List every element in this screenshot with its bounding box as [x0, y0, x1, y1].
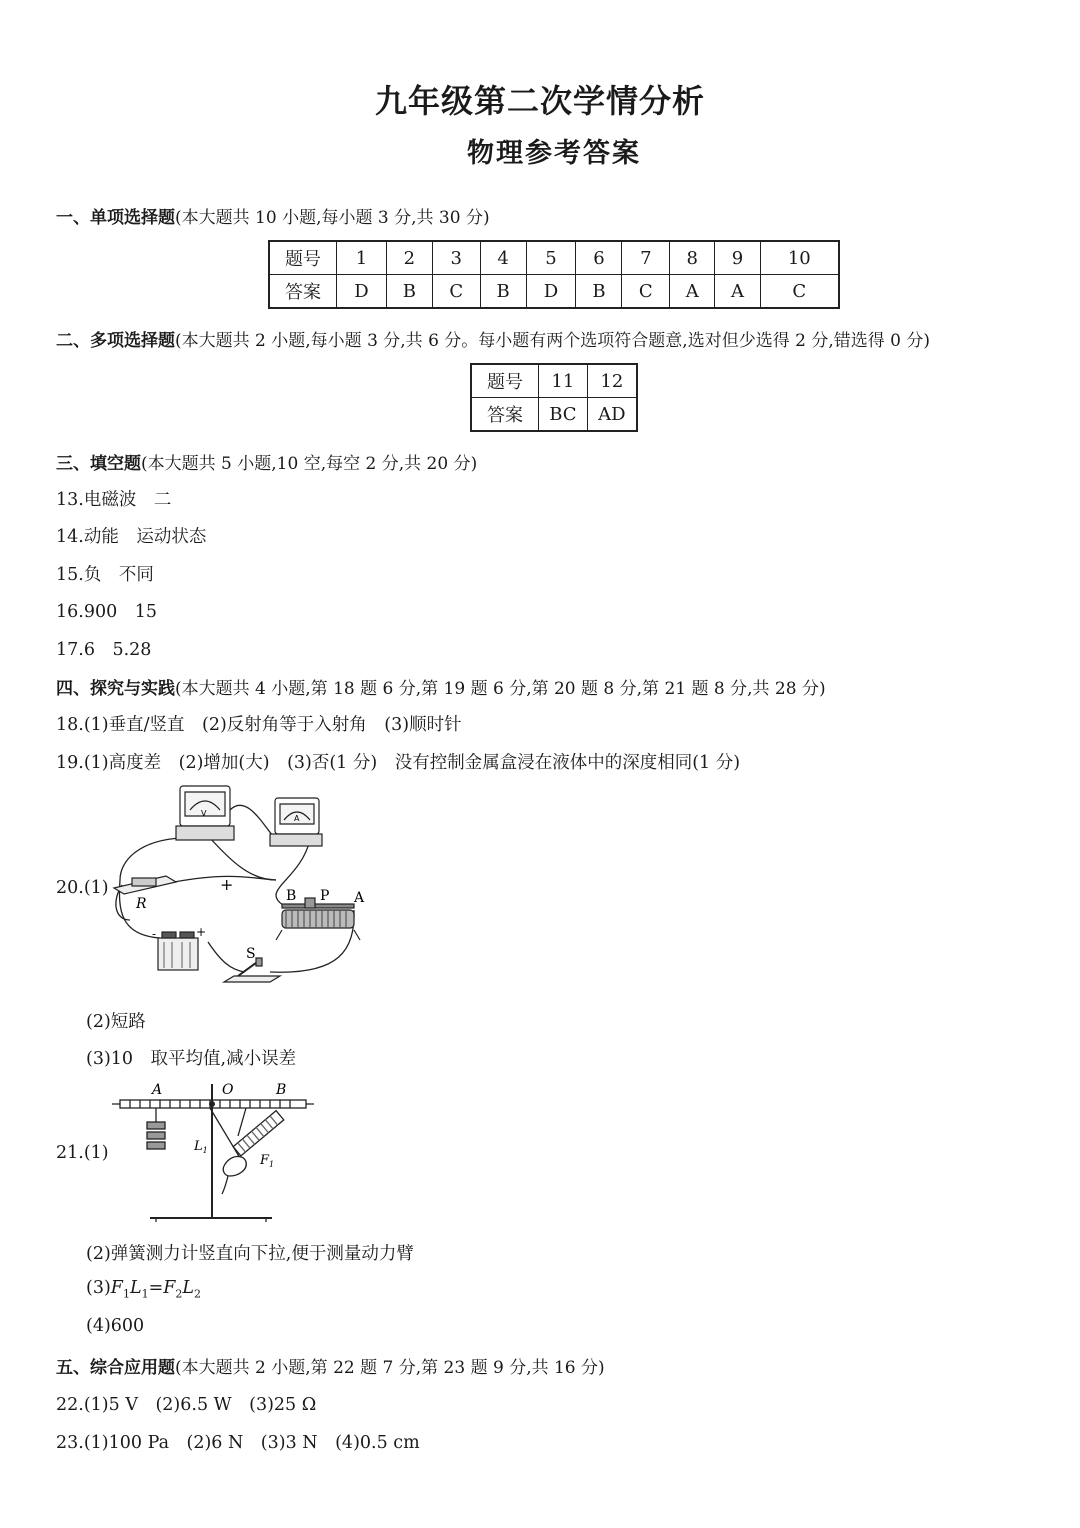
section-4-header [56, 674, 826, 699]
table-cell-number: 3 [432, 241, 480, 275]
answer-line-20-3: (3)10 取平均值,减小误差 [86, 1049, 297, 1069]
switch-label: S [246, 946, 256, 962]
answer-line-22: 22.(1)5 V (2)6.5 W (3)25 Ω [56, 1395, 317, 1415]
section-5-note: (本大题共 2 小题,第 22 题 7 分,第 23 题 9 分,共 16 分) [175, 1358, 605, 1378]
hand-outline [223, 1156, 246, 1176]
doc-subtitle: 物理参考答案 [467, 138, 641, 169]
table-row-label: 答案 [269, 275, 337, 309]
answer-line-13: 13.电磁波 二 [56, 490, 172, 510]
answer-line-21-2: (2)弹簧测力计竖直向下拉,便于测量动力臂 [86, 1244, 414, 1264]
wire [120, 838, 182, 880]
table-row [269, 275, 839, 309]
section-5-header [56, 1353, 605, 1378]
table-cell-number: 10 [760, 241, 839, 275]
table-cell-number: 12 [587, 364, 637, 398]
table-cell-answer: D [526, 275, 576, 309]
lever-diagram [110, 1076, 320, 1226]
battery-minus: - [152, 927, 157, 941]
force-F1-label: $F_1$ [260, 1153, 275, 1169]
table-cell-number: 2 [386, 241, 432, 275]
table-row [471, 364, 637, 398]
point-A-label: A [152, 1082, 163, 1098]
table-row-label: 题号 [471, 364, 539, 398]
table-cell-answer: D [337, 275, 387, 309]
answer-line-19: 19.(1)高度差 (2)增加(大) (3)否(1 分) 没有控制金属盒浸在液体中的深度相同(1 分) [56, 753, 741, 773]
section-1-note: (本大题共 10 小题,每小题 3 分,共 30 分) [175, 208, 490, 228]
section-1-answer-table [268, 240, 840, 309]
resistor-label: R [136, 896, 147, 912]
resistor [114, 876, 176, 894]
table-cell-number: 9 [715, 241, 760, 275]
table-cell-answer: B [386, 275, 432, 309]
section-2-heading: 二、多项选择题 [56, 331, 175, 351]
section-2-note: (本大题共 2 小题,每小题 3 分,共 6 分。每小题有两个选项符合题意,选对但少选得 2 分,错选得 0 分) [175, 331, 930, 351]
wire [210, 838, 276, 880]
voltmeter-label: V [201, 809, 207, 818]
rheostat-terminal-B: B [286, 888, 297, 904]
wire [208, 942, 245, 972]
table-row-label: 题号 [269, 241, 337, 275]
doc-title: 九年级第二次学情分析 [374, 82, 705, 120]
section-4-heading: 四、探究与实践 [56, 679, 175, 699]
table-cell-answer: C [760, 275, 839, 309]
table-cell-answer: C [622, 275, 670, 309]
section-5-heading: 五、综合应用题 [56, 1358, 175, 1378]
answer-line-14: 14.动能 运动状态 [56, 527, 207, 547]
rheostat-slider-P: P [320, 888, 330, 904]
section-3-header [56, 449, 477, 474]
answer-line-16: 16.900 15 [56, 602, 158, 622]
ammeter-label: A [294, 814, 300, 823]
answer-line-18: 18.(1)垂直/竖直 (2)反射角等于入射角 (3)顺时针 [56, 715, 462, 735]
section-1-header [56, 203, 490, 228]
answer-line-23: 23.(1)100 Pa (2)6 N (3)3 N (4)0.5 cm [56, 1433, 420, 1453]
pivot-O-label: O [222, 1082, 234, 1098]
rheostat [276, 898, 360, 940]
table-cell-number: 4 [480, 241, 526, 275]
answer-line-21-4: (4)600 [86, 1316, 145, 1336]
answer-line-20-2: (2)短路 [86, 1012, 146, 1032]
circuit-diagram [100, 780, 380, 995]
answer-line-21-label: 21.(1) [56, 1143, 109, 1163]
table-cell-number: 1 [337, 241, 387, 275]
section-3-note: (本大题共 5 小题,10 空,每空 2 分,共 20 分) [141, 454, 478, 474]
table-cell-answer: A [670, 275, 715, 309]
pivot-point [209, 1101, 215, 1107]
table-cell-number: 6 [576, 241, 622, 275]
section-1-heading: 一、单项选择题 [56, 208, 175, 228]
battery [158, 932, 198, 970]
answer-line-17: 17.6 5.28 [56, 640, 152, 660]
answer-line-21-3: $(3)F_1L_1=F_2L_2$ [86, 1278, 202, 1301]
battery-plus: + [196, 925, 207, 939]
answer-line-15: 15.负 不同 [56, 565, 154, 585]
spring-scale [233, 1111, 284, 1156]
answer-line-20-label: 20.(1) [56, 878, 109, 898]
table-cell-number: 7 [622, 241, 670, 275]
table-cell-answer: BC [539, 398, 588, 432]
table-row [269, 241, 839, 275]
section-4-note: (本大题共 4 小题,第 18 题 6 分,第 19 题 6 分,第 20 题 8 分,第 21 题 8 分,共 28 分) [175, 679, 826, 699]
table-cell-number: 8 [670, 241, 715, 275]
junction-mark: + [220, 875, 234, 894]
table-cell-answer: A [715, 275, 760, 309]
section-3-heading: 三、填空题 [56, 454, 141, 474]
table-cell-number: 11 [539, 364, 588, 398]
table-cell-number: 5 [526, 241, 576, 275]
table-cell-answer: AD [587, 398, 637, 432]
table-row-label: 答案 [471, 398, 539, 432]
section-2-answer-table [470, 363, 638, 432]
table-cell-answer: C [432, 275, 480, 309]
table-cell-answer: B [576, 275, 622, 309]
point-B-label: B [276, 1082, 287, 1098]
rheostat-terminal-A: A [354, 890, 365, 906]
table-row [471, 398, 637, 432]
arm-L1-label: $L_1$ [194, 1139, 208, 1155]
table-cell-answer: B [480, 275, 526, 309]
section-2-header [56, 326, 930, 351]
